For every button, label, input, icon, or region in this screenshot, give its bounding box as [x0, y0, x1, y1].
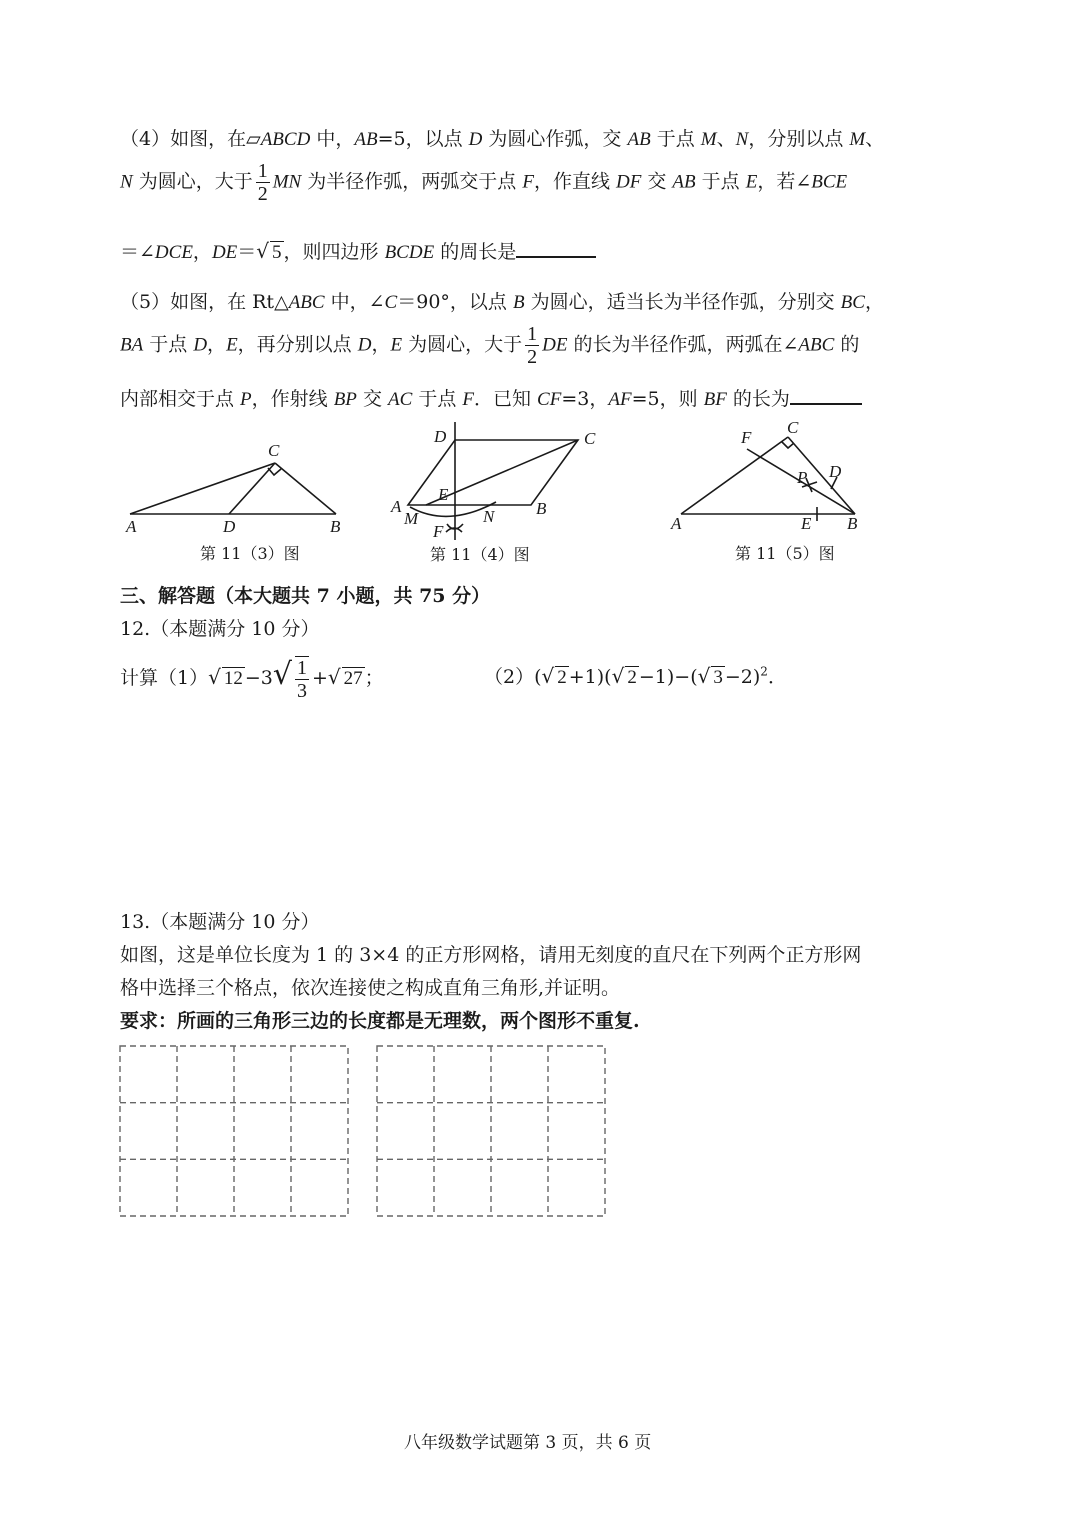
right-angle-mark [268, 468, 281, 475]
grid-left[interactable] [118, 1044, 350, 1218]
q5-line1: （5）如图，在 Rt△ABC 中，∠C＝90°，以点 B 为圆心，适当长为半径作弧，分别交 BC， [120, 291, 884, 313]
fraction-half: $\frac{1}{2}$ [257, 160, 268, 205]
segment-ac [681, 437, 788, 514]
q5-line3: 内部相交于点 P，作射线 BP 交 AC 于点 F．已知 CF=3，AF=5，则 BF 的长为 [120, 384, 862, 411]
q13-line1: 如图，这是单位长度为 1 的 3×4 的正方形网格，请用无刻度的直尺在下列两个正方形网 [120, 944, 862, 966]
label-A: A [126, 517, 137, 536]
label-B: B [330, 517, 341, 536]
label-B: B [847, 514, 858, 533]
label-D: D [223, 517, 236, 536]
caption-11-4: 第 11（4）图 [430, 545, 530, 564]
figure-11-5 [665, 415, 875, 570]
answer-blank-q5[interactable] [790, 402, 862, 405]
parallelogram-abcd [408, 440, 578, 505]
q4-line3: ＝∠DCE，DE＝√ 5 ，则四边形 BCDE 的周长是 [120, 237, 596, 264]
label-M: M [404, 509, 419, 528]
label-D: D [434, 427, 447, 446]
q4-line1: （4）如图，在▱ABCD 中，AB=5，以点 D 为圆心作弧，交 AB 于点 M、N，分别以点 M、 [120, 128, 885, 150]
label-D: D [829, 462, 842, 481]
label-A: A [391, 497, 402, 516]
figure-11-4 [388, 420, 618, 570]
label-C: C [787, 418, 799, 437]
segment-ac [130, 463, 275, 514]
q4-line2: N 为圆心，大于 $\frac{1}{2}$ MN 为半径作弧，两弧交于点 F，作直线 DF 交 AB 于点 E，若∠BCE [120, 160, 848, 205]
label-F: F [741, 428, 752, 447]
label-E: E [438, 485, 449, 504]
segment-cb [275, 463, 336, 514]
section-3-title: 三、解答题（本大题共 7 小题，共 75 分） [120, 585, 491, 607]
label-C: C [268, 441, 280, 460]
q5-line2: BA 于点 D，E，再分别以点 D，E 为圆心，大于 $\frac{1}{2}$ DE 的长为半径作弧，两弧在∠ABC 的 [120, 323, 860, 368]
label-A: A [671, 514, 682, 533]
grid-right[interactable] [375, 1044, 607, 1218]
label-C: C [584, 429, 596, 448]
fraction-half: $\frac{1}{2}$ [527, 323, 538, 368]
label-B: B [536, 499, 547, 518]
label-P: P [797, 468, 808, 487]
q12-part2: （2）(√ 2 +1)(√ 2 −1)−(√ 3 −2)$^2$． [484, 664, 787, 688]
caption-11-3: 第 11（3）图 [200, 544, 300, 563]
caption-11-5: 第 11（5）图 [735, 544, 835, 563]
q12-part1: 计算（1）√ 12 −3√ $\frac{1}{3}$ +√ 27 ； [120, 657, 384, 702]
figure-11-3 [118, 430, 358, 570]
q13-line2: 格中选择三个格点，依次连接使之构成直角三角形,并证明。 [120, 977, 621, 999]
q13-requirement: 要求：所画的三角形三边的长度都是无理数，两个图形不重复. [120, 1010, 640, 1032]
label-E: E [801, 514, 812, 533]
label-F: F [433, 522, 444, 541]
label-N: N [483, 507, 495, 526]
q12-header: 12.（本题满分 10 分） [120, 618, 320, 640]
answer-blank-q4[interactable] [516, 255, 596, 258]
page-footer: 八年级数学试题第 3 页，共 6 页 [404, 1433, 652, 1453]
q13-header: 13.（本题满分 10 分） [120, 911, 320, 933]
